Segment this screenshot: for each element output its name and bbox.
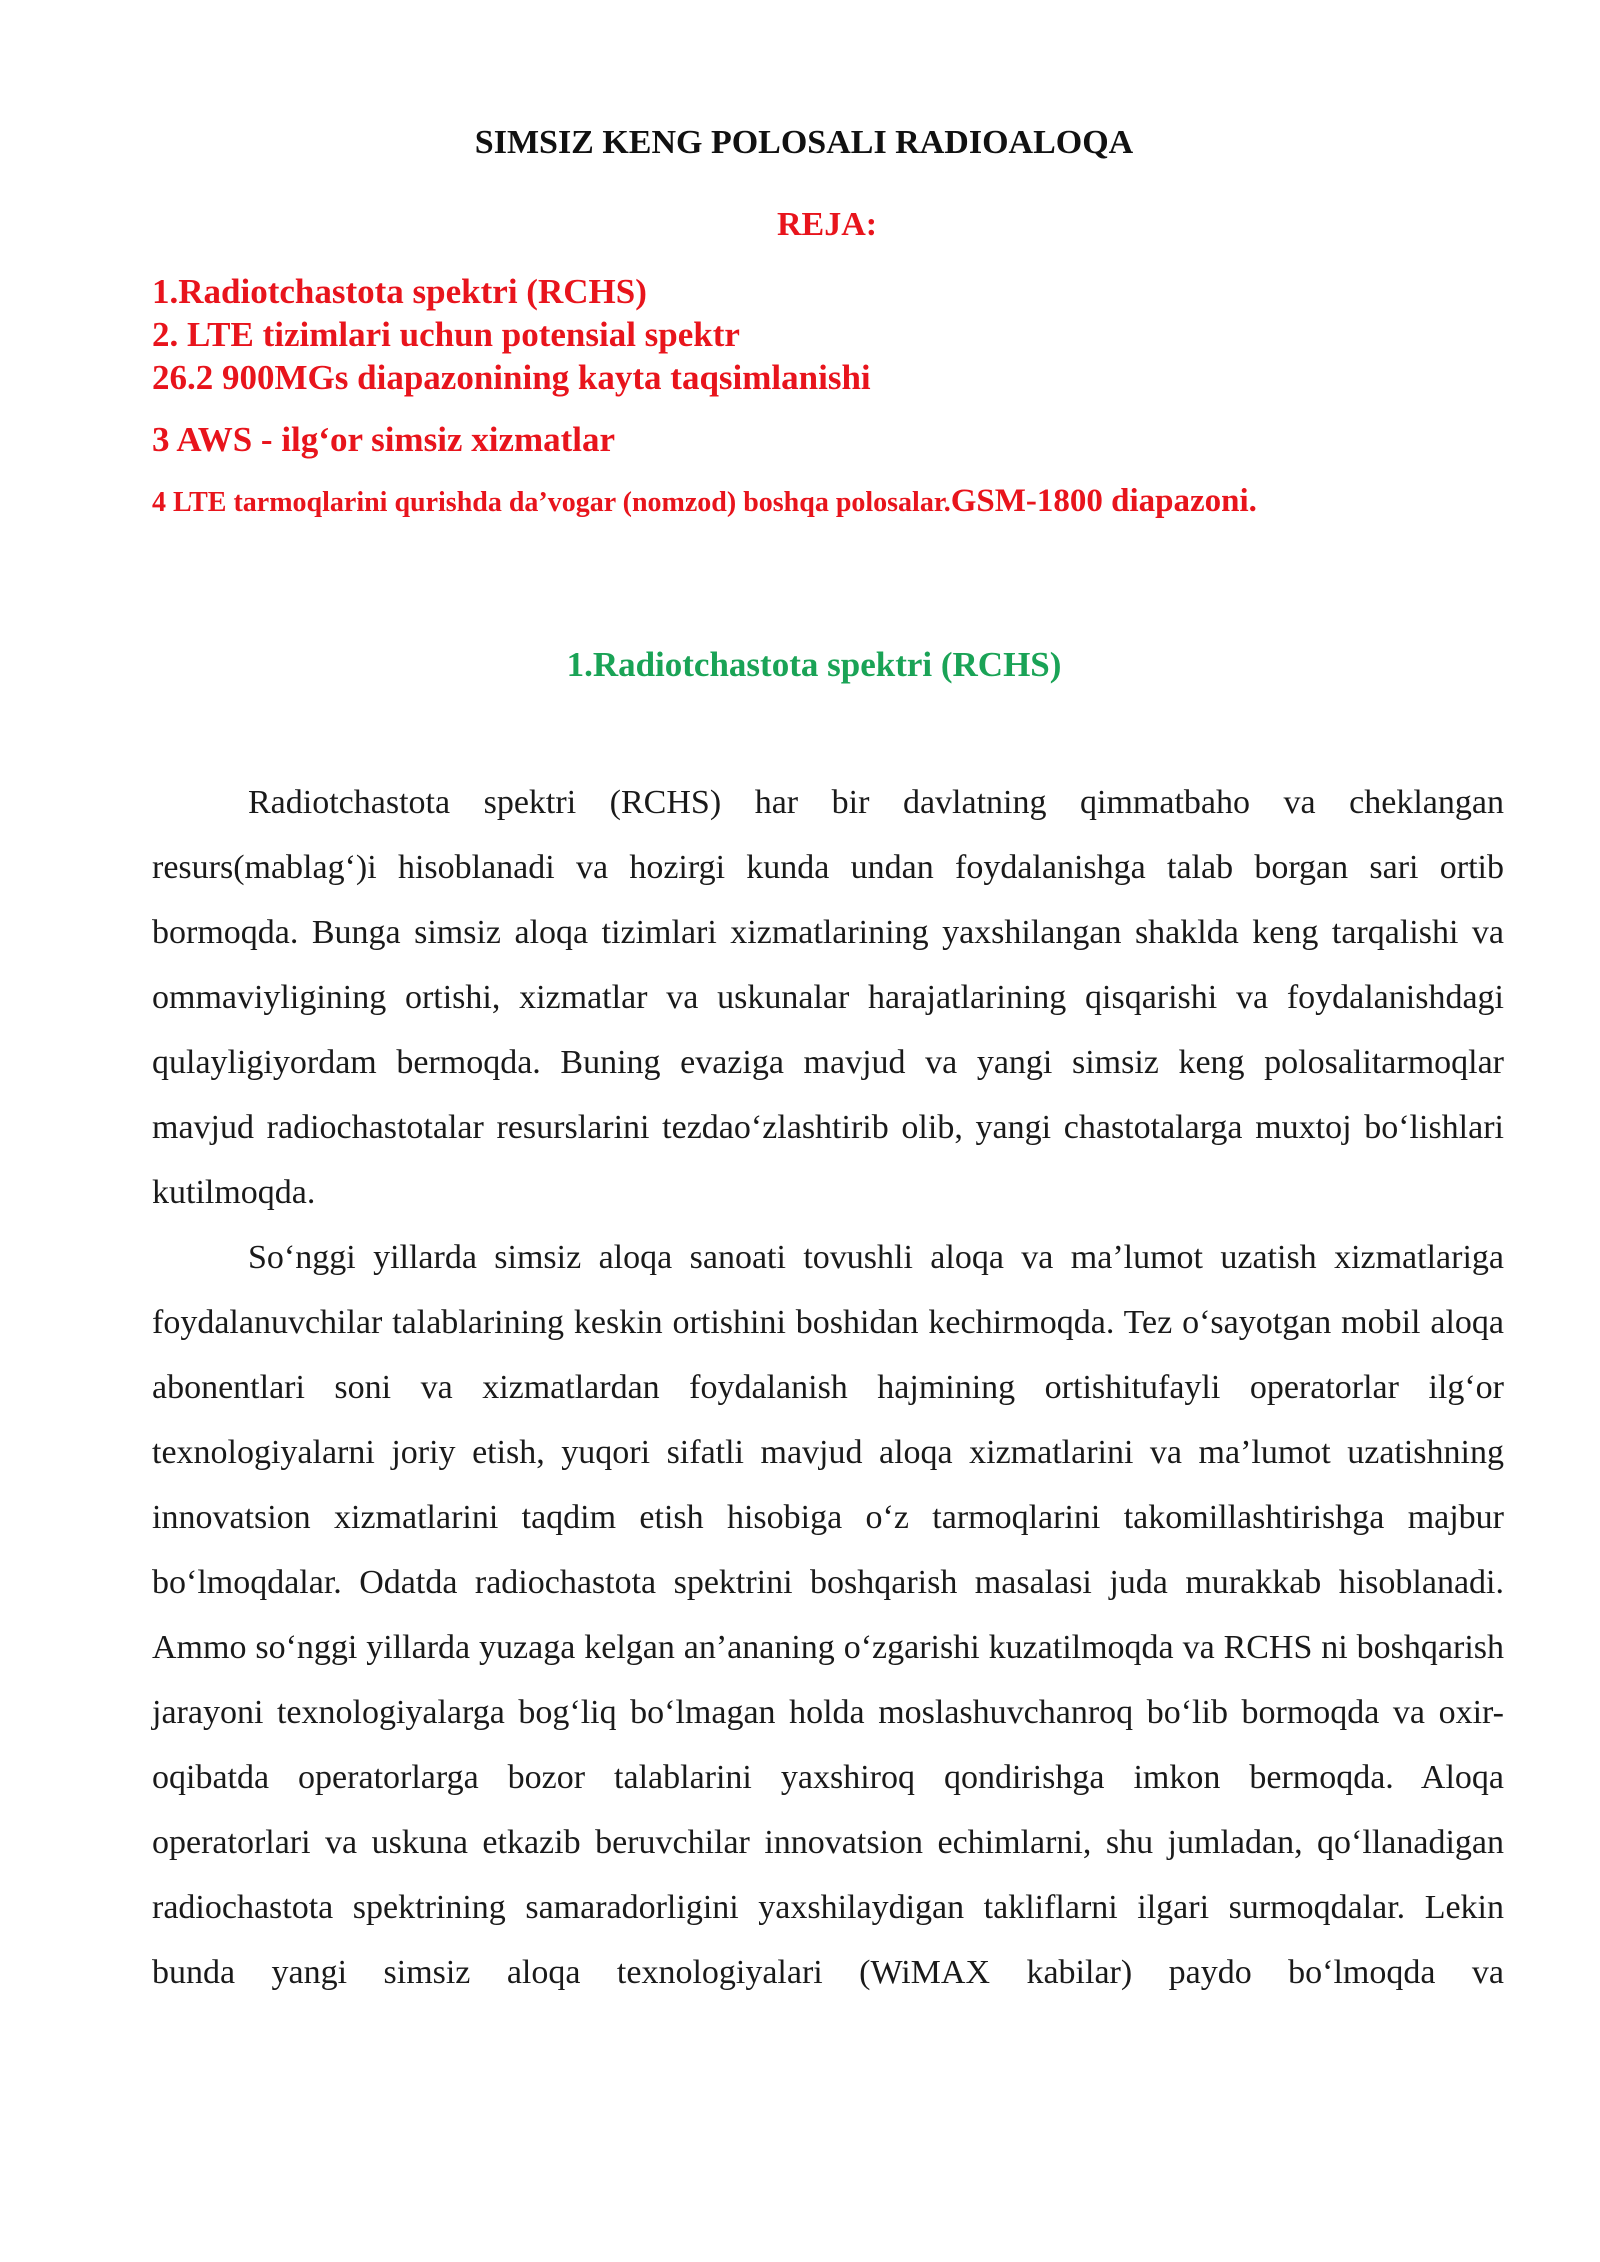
document-title: SIMSIZ KENG POLOSALI RADIOALOQA bbox=[474, 124, 1134, 161]
paragraph: So‘nggi yillarda simsiz aloqa sanoati tovushli aloqa va ma’lumot uzatish xizmatlariga foydalanuvchilar talablarining keskin ortishini boshidan kechirmoqda. Tez o‘sayotgan mobil aloqa abonentlari soni va xizmatlardan foydalanish hajmining ortishitufayli operatorlar ilg‘or texnologiyalarni joriy etish, yuqori sifatli mavjud aloqa xizmatlarini va ma’lumot uzatishning innovatsion xizmatlarini taqdim etish hisobiga o‘z tarmoqlarini takomillashtirishga majbur bo‘lmoqdalar. Odatda radiochastota spektrini boshqarish masalasi juda murakkab hisoblanadi. Ammo so‘nggi yillarda yuzaga kelgan an’ananing o‘zgarishi kuzatilmoqda va RCHS ni boshqarish jarayoni texnologiyalarga bog‘liq bo‘lmagan holda moslashuvchanroq bo‘lib bormoqda va oxir-oqibatda operatorlarga bozor talablarini yaxshiroq qondirishga imkon bermoqda. Aloqa operatorlari va uskuna etkazib beruvchilar innovatsion echimlarni, shu jumladan, qo‘llanadigan radiochastota spektrining samaradorligini yaxshilaydigan takliflarni ilgari surmoqdalar. Lekin bunda yangi simsiz aloqa texnologiyalari (WiMAX kabilar) paydo bo‘lmoqda va bbox=[152, 1239, 1504, 1991]
paragraph: Radiotchastota spektri (RCHS) har bir davlatning qimmatbaho va cheklangan resurs(mablag‘)i hisoblanadi va hozirgi kunda undan foydalanishga talab borgan sari ortib bormoqda. Bunga simsiz aloqa tizimlari xizmatlarining yaxshilangan shaklda keng tarqalishi va ommaviyligining ortishi, xizmatlar va uskunalar harajatlarining qisqarishi va foydalanishdagi qulayligiyordam bermoqda. Buning evaziga mavjud va yangi simsiz keng polosalitarmoqlar mavjud radiochastotalar resurslarini tezdao‘zlashtirib olib, yangi chastotalarga muxtoj bo‘lishlari kutilmoqda. bbox=[152, 784, 1504, 1211]
plan-item-text-large: GSM-1800 diapazoni. bbox=[950, 483, 1257, 519]
plan-item-text: 4 LTE tarmoqlarini qurishda da’vogar (nomzod) boshqa polosalar. bbox=[152, 487, 951, 518]
plan-item bbox=[152, 481, 1502, 523]
plan-heading: REJA: bbox=[777, 206, 878, 243]
plan-item: 2. LTE tizimlari uchun potensial spektr bbox=[152, 315, 740, 354]
plan-item: 3 AWS - ilg‘or simsiz xizmatlar bbox=[152, 420, 616, 459]
plan-item: 1.Radiotchastota spektri (RCHS) bbox=[152, 272, 647, 311]
section-heading: 1.Radiotchastota spektri (RCHS) bbox=[566, 645, 1062, 684]
body-text bbox=[152, 770, 1504, 2005]
plan-item: 26.2 900MGs diapazonining kayta taqsimlanishi bbox=[152, 358, 871, 397]
plan-list bbox=[152, 270, 1502, 523]
